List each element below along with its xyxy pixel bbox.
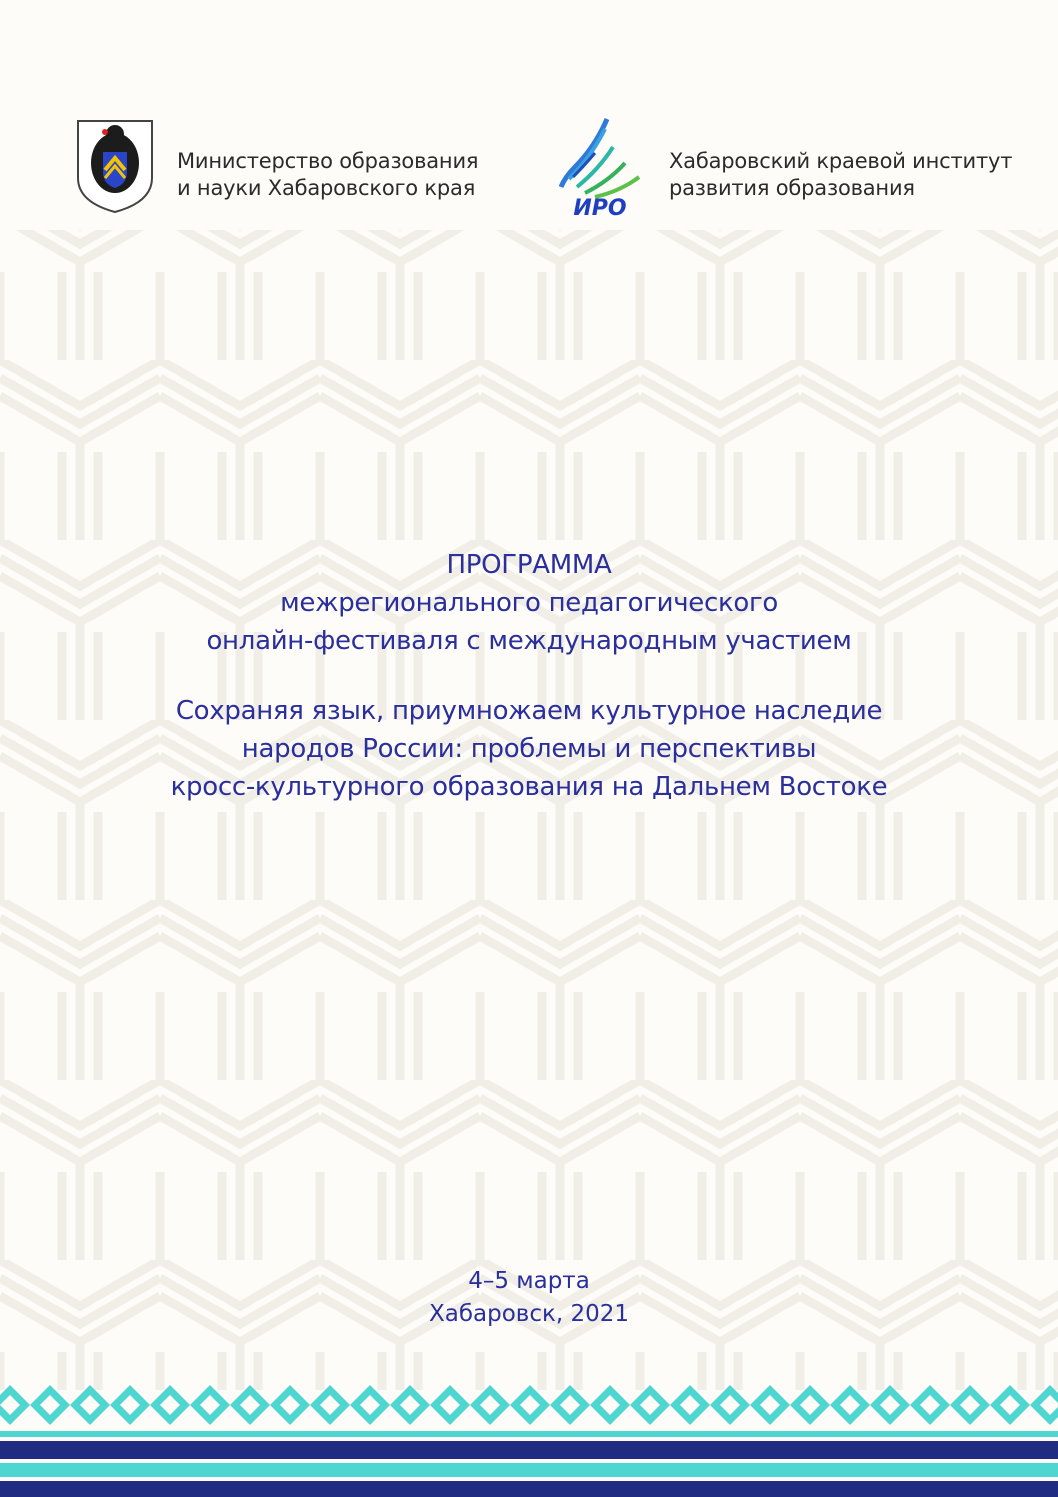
ministry-name xyxy=(177,148,478,202)
theme-line-1: Сохраняя язык, приумножаем культурное наследие xyxy=(175,696,883,726)
date-place-block xyxy=(0,1265,1058,1331)
theme-line-2: народов России: проблемы и перспективы xyxy=(241,734,817,764)
event-line-2: онлайн-фестиваля с международным участием xyxy=(206,626,852,656)
iro-logo-text: ИРО xyxy=(573,196,627,219)
event-dates: 4–5 марта xyxy=(468,1268,590,1294)
theme-line-3: кросс-культурного образования на Дальнем Востоке xyxy=(170,772,888,802)
ministry-name-line2: и науки Хабаровского края xyxy=(177,176,476,200)
title-block xyxy=(0,546,1058,806)
iro-logo-icon xyxy=(555,117,645,219)
event-line-1: межрегионального педагогического xyxy=(280,588,778,618)
institute-name-line1: Хабаровский краевой институт xyxy=(669,149,1013,173)
ministry-name-line1: Министерство образования xyxy=(177,149,479,173)
bottom-ornament xyxy=(0,1383,1058,1497)
institute-name xyxy=(669,148,1012,202)
event-place-year: Хабаровск, 2021 xyxy=(428,1301,630,1327)
title-spacer xyxy=(0,660,1058,692)
institute-name-line2: развития образования xyxy=(669,176,915,200)
coat-of-arms-icon xyxy=(75,118,155,214)
program-heading: ПРОГРАММА xyxy=(446,550,612,580)
